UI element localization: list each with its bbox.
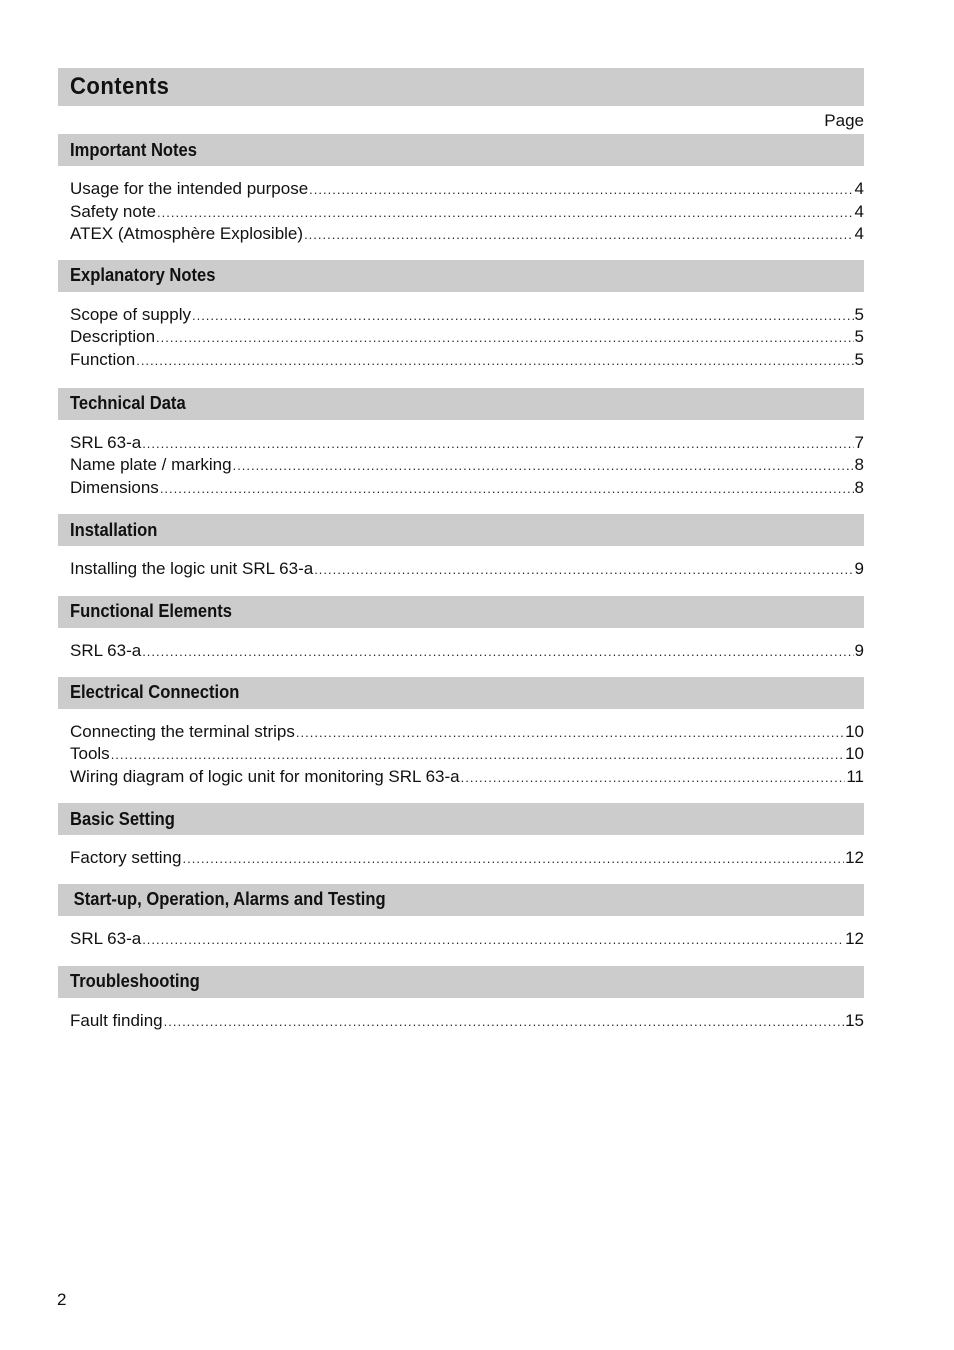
toc-entry-label: Wiring diagram of logic unit for monitoring SRL 63-a xyxy=(70,766,460,786)
toc-entry[interactable] xyxy=(70,558,864,581)
toc-section xyxy=(58,803,864,884)
toc-entry-page: 7 xyxy=(854,432,864,452)
dot-leader xyxy=(309,179,853,202)
toc-entry-page: 4 xyxy=(854,179,864,198)
dot-leader xyxy=(142,929,844,952)
section-title: Basic Setting xyxy=(70,808,175,829)
section-entries xyxy=(58,709,864,804)
toc-entry-page: 4 xyxy=(854,224,864,244)
toc-entry[interactable] xyxy=(70,326,864,349)
section-entries xyxy=(58,835,864,884)
dot-leader xyxy=(296,722,844,745)
section-entries xyxy=(58,916,864,966)
toc-entry-label: SRL 63-a xyxy=(70,928,142,948)
section-entries xyxy=(58,420,864,515)
toc-entry-page: 12 xyxy=(845,848,864,868)
contents-title-bar xyxy=(58,68,864,106)
toc-entry-page: 5 xyxy=(854,349,864,369)
toc-entry-label: SRL 63-a xyxy=(70,640,142,660)
section-header xyxy=(58,596,864,628)
section-entries xyxy=(58,546,864,596)
dot-leader xyxy=(164,1011,844,1034)
section-header xyxy=(58,260,864,292)
section-entries xyxy=(58,292,864,388)
section-title: Troubleshooting xyxy=(70,971,200,991)
contents-page xyxy=(58,68,864,1032)
dot-leader xyxy=(160,478,854,501)
dot-leader xyxy=(233,455,854,478)
toc-entry[interactable] xyxy=(70,223,864,246)
page-column-header xyxy=(58,106,864,134)
toc-entry[interactable] xyxy=(70,1010,864,1033)
section-header xyxy=(58,134,864,166)
toc-entry-label: Connecting the terminal strips xyxy=(70,721,295,741)
toc-entry-label: Usage for the intended purpose xyxy=(70,179,309,198)
toc-entry[interactable] xyxy=(70,640,864,663)
toc-entry-page: 8 xyxy=(854,477,864,497)
page-title: Contents xyxy=(70,73,170,100)
toc-entry-label: Name plate / marking xyxy=(70,455,232,475)
toc-entry-label: ATEX (Atmosphère Explosible) xyxy=(70,224,304,244)
toc-section xyxy=(58,596,864,677)
section-header xyxy=(58,514,864,546)
toc-entry-page: 12 xyxy=(845,928,864,948)
toc-entry[interactable] xyxy=(70,201,864,224)
toc-entry[interactable] xyxy=(70,304,864,327)
footer-page-number: 2 xyxy=(57,1290,67,1309)
toc-section xyxy=(58,677,864,804)
toc-entry-page: 11 xyxy=(846,766,864,786)
section-entries xyxy=(58,166,864,260)
toc-entry-label: Description xyxy=(70,327,156,347)
toc-entry[interactable] xyxy=(70,178,864,201)
section-header xyxy=(58,966,864,998)
toc-section xyxy=(58,388,864,515)
dot-leader xyxy=(136,350,853,373)
section-title: Important Notes xyxy=(70,139,197,160)
toc-entry-label: Fault finding xyxy=(70,1010,163,1030)
toc-entry[interactable] xyxy=(70,928,864,951)
toc-entry-label: Tools xyxy=(70,744,110,764)
toc-entry-page: 9 xyxy=(854,559,864,579)
toc-entry-page: 5 xyxy=(854,304,864,324)
toc-entry-page: 5 xyxy=(854,327,864,347)
toc-entry-label: Safety note xyxy=(70,201,157,221)
toc-entry-label: Dimensions xyxy=(70,477,159,497)
toc-entry-page: 10 xyxy=(845,744,864,764)
section-entries xyxy=(58,628,864,677)
dot-leader xyxy=(142,641,853,664)
dot-leader xyxy=(314,559,853,582)
section-title: Functional Elements xyxy=(70,601,232,622)
dot-leader xyxy=(157,202,854,225)
section-header xyxy=(58,803,864,835)
dot-leader xyxy=(111,744,844,767)
toc-entry-page: 4 xyxy=(854,201,864,221)
toc-entry[interactable] xyxy=(70,454,864,477)
toc-section xyxy=(58,260,864,388)
dot-leader xyxy=(142,433,853,456)
dot-leader xyxy=(156,327,853,350)
dot-leader xyxy=(192,305,854,328)
toc-entry-label: Factory setting xyxy=(70,848,182,868)
section-title: Start-up, Operation, Alarms and Testing xyxy=(73,889,386,910)
toc-entry[interactable] xyxy=(70,432,864,455)
toc-section xyxy=(58,514,864,596)
toc-entry-label: SRL 63-a xyxy=(70,432,142,452)
section-entries xyxy=(58,998,864,1033)
section-title: Electrical Connection xyxy=(70,682,240,703)
toc-entry[interactable] xyxy=(70,721,864,744)
toc-entry[interactable] xyxy=(70,743,864,766)
toc-section xyxy=(58,134,864,260)
toc-entry[interactable] xyxy=(70,477,864,500)
toc-entry-label: Function xyxy=(70,349,136,369)
section-title: Installation xyxy=(70,519,158,540)
toc-entry-label: Scope of supply xyxy=(70,304,191,324)
section-header xyxy=(58,388,864,420)
dot-leader xyxy=(183,848,845,871)
toc-section xyxy=(58,884,864,966)
toc-entry[interactable] xyxy=(70,847,864,870)
section-header xyxy=(58,677,864,709)
section-header xyxy=(58,884,864,916)
section-title: Explanatory Notes xyxy=(70,265,216,286)
section-title: Technical Data xyxy=(70,393,186,414)
page-column-label: Page xyxy=(824,111,864,130)
toc-entry-page: 8 xyxy=(854,455,864,475)
dot-leader xyxy=(461,767,846,790)
table-of-contents xyxy=(58,134,864,1032)
toc-entry[interactable] xyxy=(70,766,864,789)
toc-entry-page: 9 xyxy=(854,640,864,660)
dot-leader xyxy=(304,224,853,247)
toc-entry-page: 15 xyxy=(845,1010,864,1030)
toc-entry-label: Installing the logic unit SRL 63-a xyxy=(70,559,314,579)
toc-entry[interactable] xyxy=(70,349,864,372)
toc-section xyxy=(58,966,864,1033)
toc-entry-page: 10 xyxy=(845,721,864,741)
